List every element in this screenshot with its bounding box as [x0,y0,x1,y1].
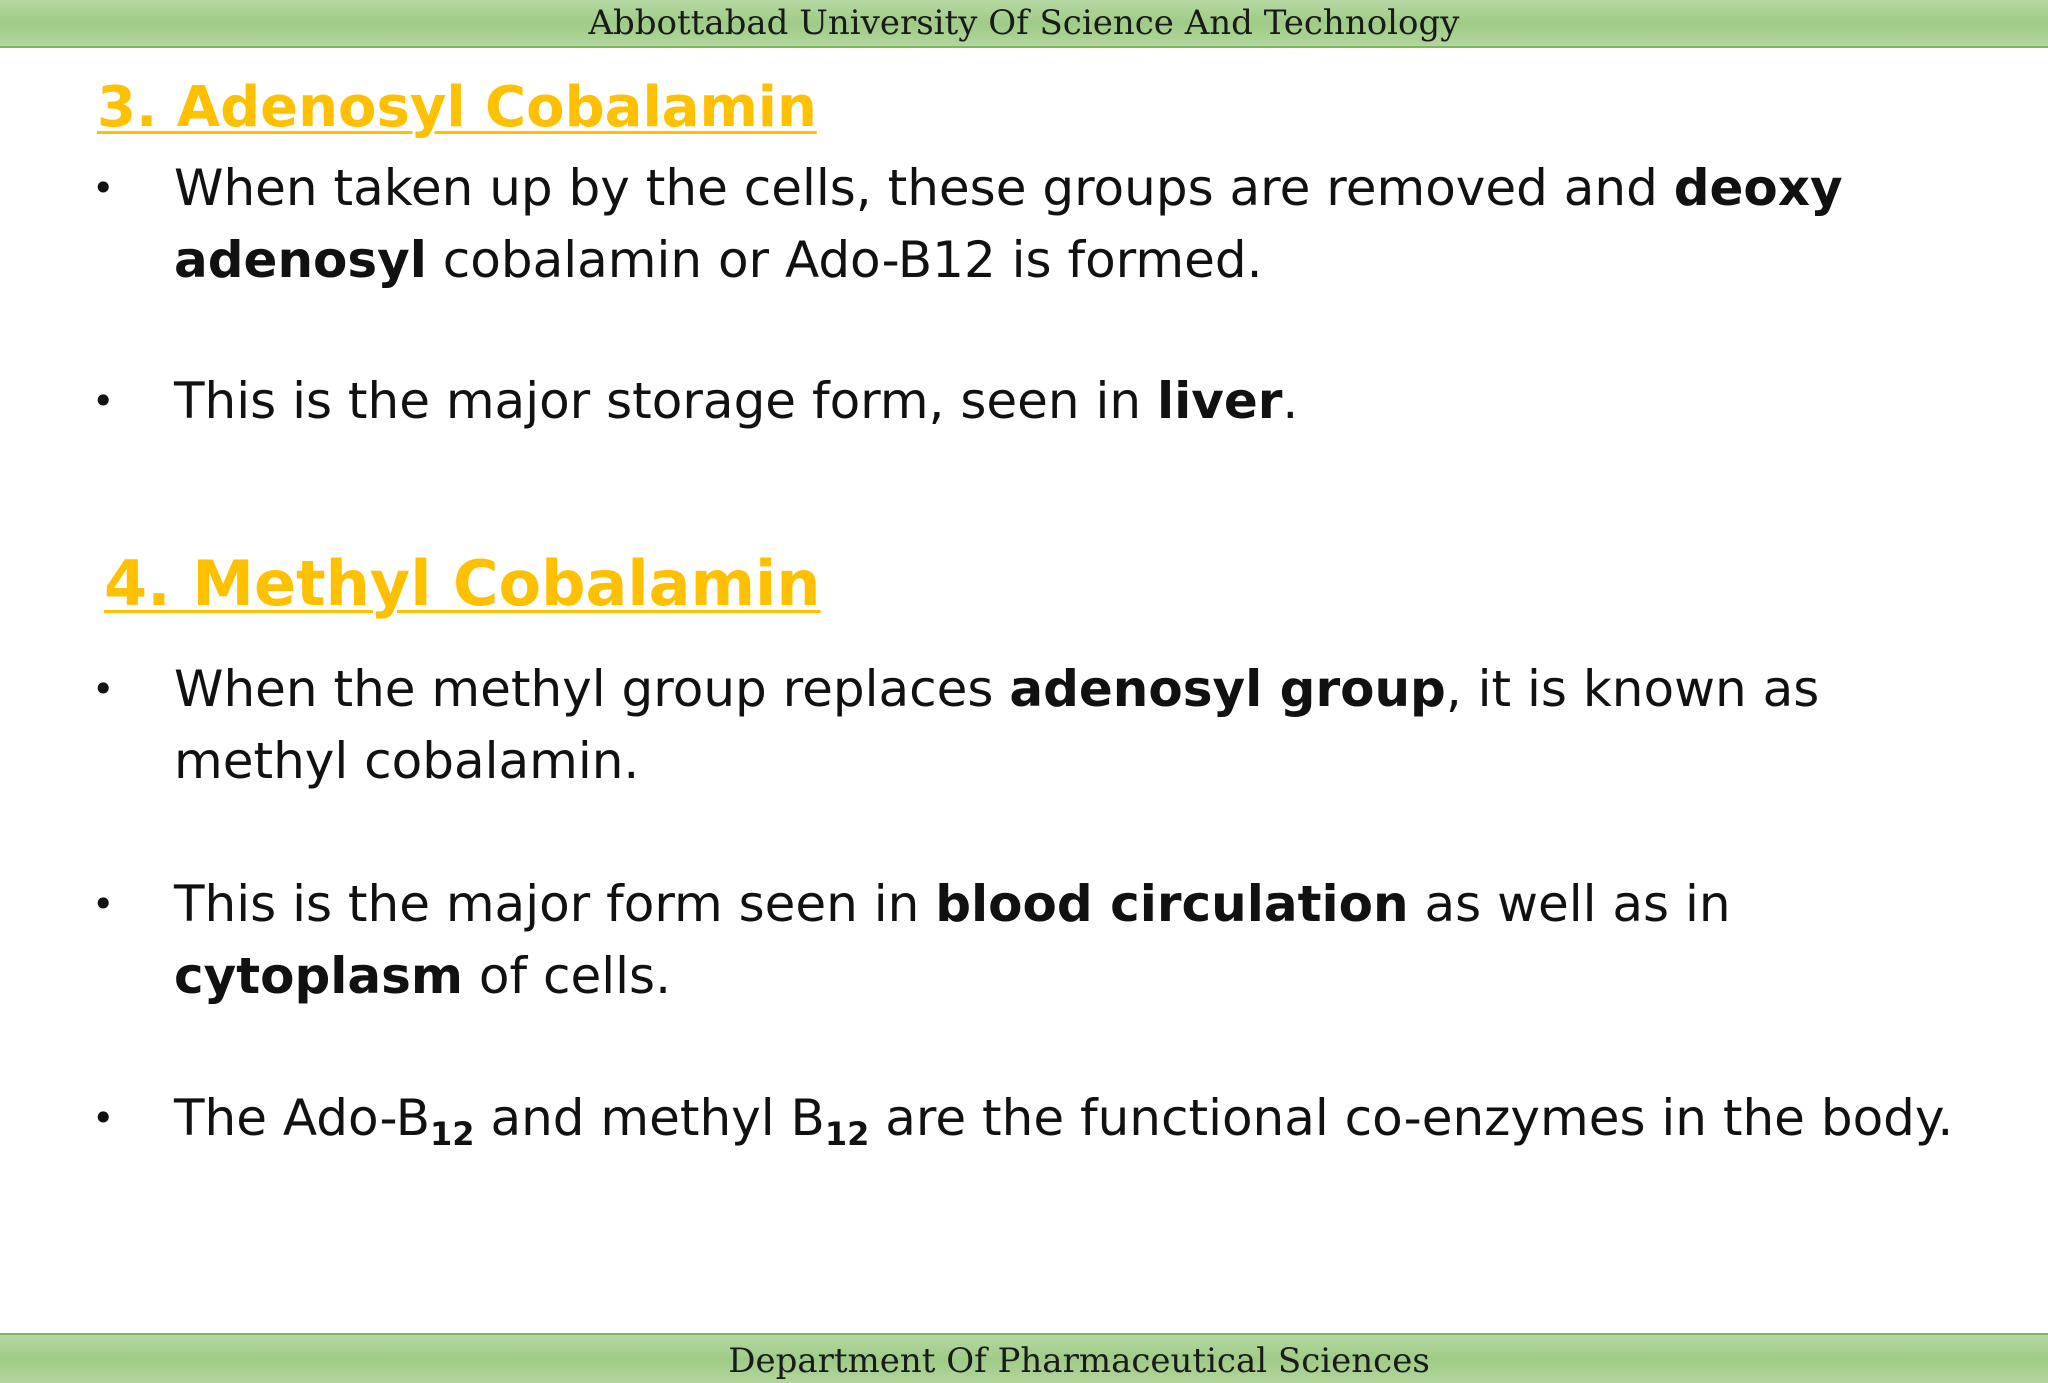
subscript: 12 [824,1115,870,1153]
bullet-icon: • [92,379,115,423]
subscript: 12 [430,1115,475,1153]
bold-term: blood circulation [935,875,1409,933]
bullet-text: When the methyl group replaces adenosyl group, it is known as methyl cobalamin. [174,660,1820,790]
bullet-text: This is the major storage form, seen in liver. [174,372,1299,430]
bold-term: deoxy adenosyl [174,159,1843,289]
bullet-icon: • [92,1096,115,1140]
bold-term: adenosyl group [1009,660,1446,718]
bullet-text: This is the major form seen in blood circulation as well as in cytoplasm of cells. [174,875,1731,1005]
bullet-icon: • [92,667,115,711]
bold-term: liver [1156,372,1283,430]
bullet-item [92,152,1992,296]
bullet-item [92,1082,1992,1154]
bold-term: cytoplasm [174,947,464,1005]
header-band [0,0,2048,48]
bullet-icon: • [92,166,115,210]
header-title: Abbottabad University Of Science And Technology [588,3,1460,43]
heading-adenosyl-cobalamin: 3. Adenosyl Cobalamin [97,75,817,140]
bullet-icon: • [92,882,115,926]
heading-methyl-cobalamin: 4. Methyl Cobalamin [104,547,821,620]
bullet-text: The Ado-$B_{12}$ and methyl $B_{12}$ are the functional co-enzymes in the body. [174,1089,1954,1153]
bullet-item [92,365,1992,437]
footer-band [0,1333,2048,1383]
bullet-item [92,868,1992,1012]
bullet-item [92,653,1992,797]
footer-title: Department Of Pharmaceutical Sciences [728,1341,1430,1381]
bullet-text: When taken up by the cells, these groups are removed and deoxy adenosyl cobalamin or Ado-B12 is formed. [174,159,1843,289]
